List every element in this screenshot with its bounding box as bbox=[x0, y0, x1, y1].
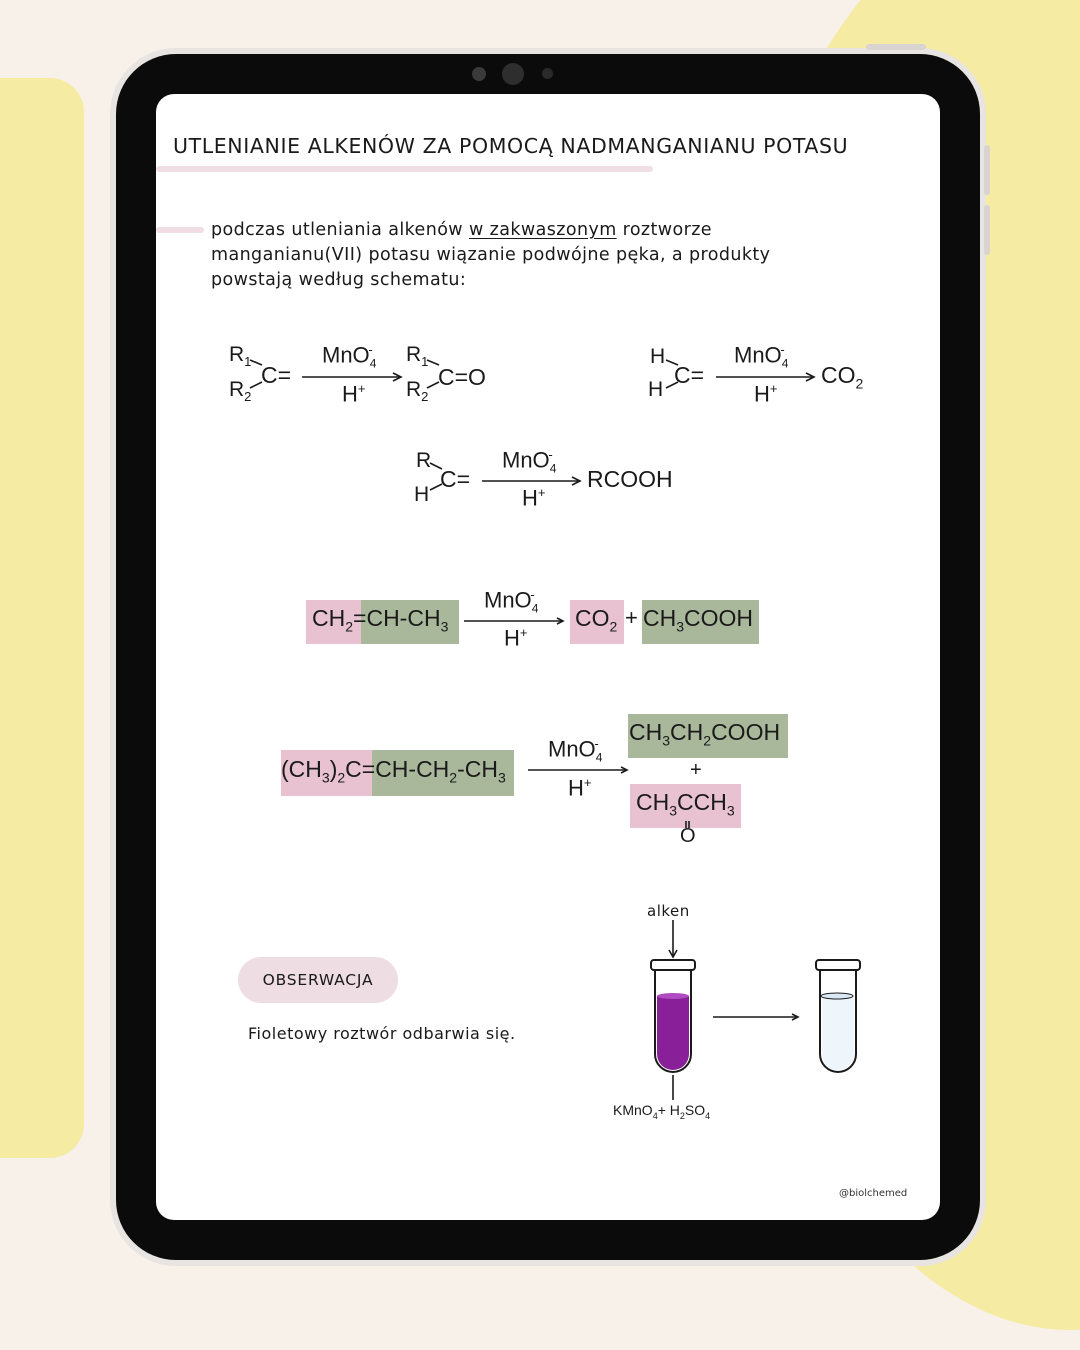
example1-reagent-h: H+ bbox=[504, 625, 528, 651]
scheme1-product-r1: $R_1$ bbox=[406, 343, 429, 370]
example1-product-acid: $CH_3COOH$ bbox=[643, 605, 754, 635]
tablet-top-button bbox=[866, 44, 926, 50]
reagent-label: KMnO$_4$+ $H_2SO_4$ bbox=[613, 1102, 711, 1121]
intro-underlined: w zakwaszonym bbox=[468, 220, 617, 240]
tablet-screen bbox=[156, 94, 940, 1220]
page-title: UTLENIANIE ALKENÓW ZA POMOCĄ NADMANGANIANU POTASU bbox=[173, 134, 849, 158]
scheme1-r1: $R_1$ bbox=[229, 343, 252, 370]
tablet-side-button bbox=[984, 205, 990, 255]
tablet-side-button bbox=[984, 145, 990, 195]
example2-product-acid: $CH_3CH_2COOH$ bbox=[629, 719, 781, 749]
scheme3-h: H bbox=[414, 483, 430, 506]
scheme2-h-bottom: H bbox=[648, 378, 664, 401]
intro-text: podczas utleniania alkenów bbox=[211, 220, 469, 240]
scheme2-reagent-mno4: MnO$_4$- bbox=[734, 342, 789, 371]
scheme1-reactant-c: C= bbox=[261, 362, 292, 388]
example2-product-ketone: $CH_3CCH_3$ bbox=[636, 789, 735, 819]
scheme1-reagent-mno4: MnO$_4$- bbox=[322, 342, 377, 371]
background-shape-left bbox=[0, 78, 84, 1158]
scheme3-reactant-c: C= bbox=[440, 466, 471, 492]
example1-reagent-mno4: MnO$_4$- bbox=[484, 587, 539, 616]
scheme3-reagent-h: H+ bbox=[522, 485, 546, 511]
example1-plus: + bbox=[625, 605, 638, 630]
scheme2-product: $CO_2$ bbox=[821, 362, 864, 392]
example2-reagent-h: H+ bbox=[568, 775, 592, 801]
scheme2-reagent-h: H+ bbox=[754, 381, 778, 407]
example1-reactant: $CH_2=CH-CH_3$ bbox=[312, 605, 449, 635]
scheme1-reagent-h: H+ bbox=[342, 381, 366, 407]
scheme1-r2: $R_2$ bbox=[229, 378, 252, 405]
test-tube-violet bbox=[651, 960, 695, 1072]
diagram-lines bbox=[156, 94, 940, 1220]
example2-ketone-oxygen: O bbox=[680, 825, 696, 847]
scheme1-product-c: C=O bbox=[438, 364, 486, 390]
intro-text: manganianu(VII) potasu wiązanie podwójne pęka, a produkty bbox=[211, 245, 771, 265]
observation-text: Fioletowy roztwór odbarwia się. bbox=[248, 1024, 516, 1043]
watermark: @biolchemed bbox=[839, 1188, 908, 1199]
scheme1-product-r2: $R_2$ bbox=[406, 378, 429, 405]
scheme2-h-top: H bbox=[650, 345, 666, 368]
example2-reactant: $(CH_3)_2C=CH-CH_2-CH_3$ bbox=[281, 756, 506, 786]
intro-text: powstają według schematu: bbox=[211, 270, 467, 290]
example2-reagent-mno4: MnO$_4$- bbox=[548, 736, 603, 765]
scheme3-product: RCOOH bbox=[587, 466, 673, 492]
alken-label: alken bbox=[647, 902, 690, 920]
scheme3-r: R bbox=[416, 449, 432, 472]
camera-icon bbox=[502, 63, 524, 85]
camera-icon bbox=[472, 67, 486, 81]
observation-label: OBSERWACJA bbox=[238, 957, 398, 1003]
example2-plus: + bbox=[690, 759, 702, 781]
intro-text: roztworze bbox=[616, 220, 712, 240]
sensor-icon bbox=[542, 68, 553, 79]
scheme2-reactant-c: C= bbox=[674, 362, 705, 388]
scheme3-reagent-mno4: MnO$_4$- bbox=[502, 447, 557, 476]
example1-product-co2: $CO_2$ bbox=[575, 605, 618, 635]
test-tube-clear bbox=[816, 960, 860, 1072]
